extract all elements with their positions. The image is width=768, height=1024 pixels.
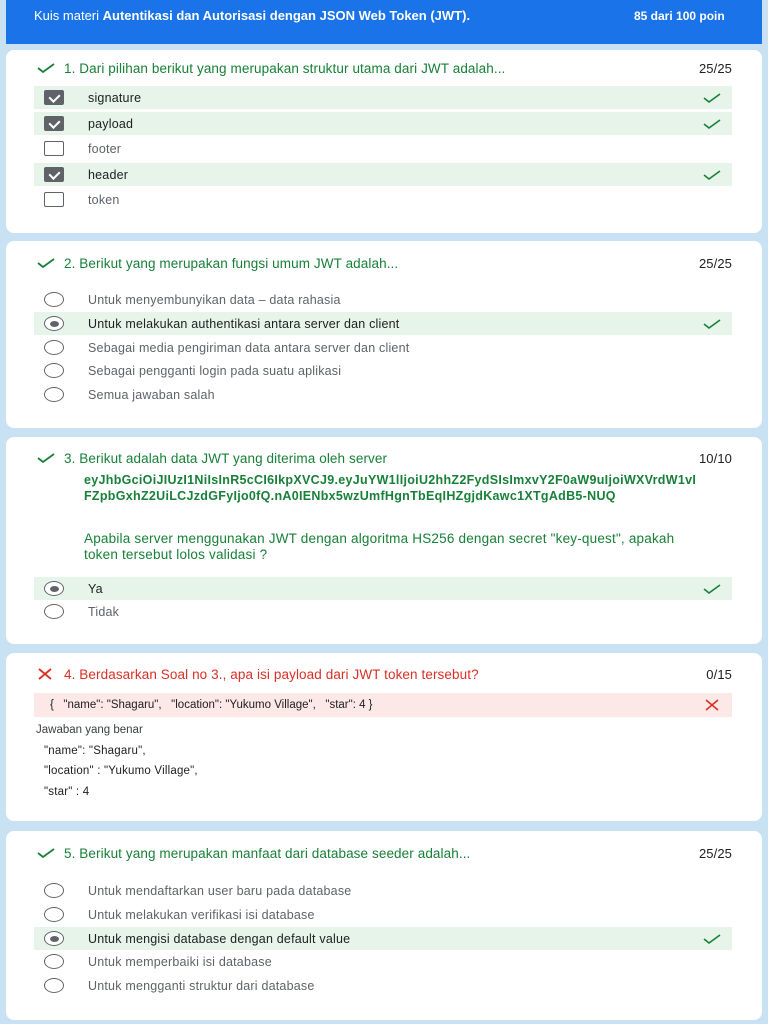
option-label: footer bbox=[88, 141, 122, 156]
question-card-1 bbox=[6, 50, 762, 233]
question-text: 4. Berdasarkan Soal no 3., apa isi payload dari JWT token tersebut? bbox=[64, 666, 479, 682]
option-2[interactable] bbox=[34, 903, 732, 926]
option-label: Untuk memperbaiki isi database bbox=[88, 954, 272, 969]
question-header bbox=[36, 664, 732, 684]
check-icon bbox=[692, 583, 732, 595]
check-icon bbox=[36, 451, 64, 465]
question-text: 2. Berikut yang merupakan fungsi umum JWT adalah... bbox=[64, 255, 399, 271]
option-3[interactable] bbox=[34, 927, 732, 950]
question-card-2 bbox=[6, 241, 762, 428]
option-label: Untuk mengisi database dengan default value bbox=[88, 931, 351, 946]
radio[interactable] bbox=[44, 931, 64, 946]
option-label: token bbox=[88, 192, 120, 207]
option-label: Sebagai media pengiriman data antara server dan client bbox=[88, 340, 410, 355]
option-ya[interactable] bbox=[34, 577, 732, 600]
correct-answer-line: "name": "Shagaru", bbox=[44, 745, 146, 757]
checkbox[interactable] bbox=[44, 192, 64, 207]
option-footer[interactable] bbox=[34, 137, 732, 160]
checkbox[interactable] bbox=[44, 116, 64, 131]
option-4[interactable] bbox=[34, 359, 732, 382]
option-1[interactable] bbox=[34, 879, 732, 902]
check-icon bbox=[692, 92, 732, 104]
option-label: Untuk menyembunyikan data – data rahasia bbox=[88, 292, 341, 307]
x-icon bbox=[36, 667, 64, 681]
option-label: signature bbox=[88, 90, 142, 105]
question-points: 25/25 bbox=[698, 60, 732, 76]
question-header bbox=[36, 253, 732, 273]
question-points: 10/10 bbox=[698, 450, 732, 466]
option-label: Untuk melakukan verifikasi isi database bbox=[88, 907, 315, 922]
option-4[interactable] bbox=[34, 950, 732, 973]
option-label: header bbox=[88, 167, 129, 182]
question-header bbox=[36, 843, 732, 863]
check-icon bbox=[692, 118, 732, 130]
check-icon bbox=[692, 933, 732, 945]
option-label: payload bbox=[88, 116, 134, 131]
check-icon bbox=[692, 318, 732, 330]
radio[interactable] bbox=[44, 340, 64, 355]
radio[interactable] bbox=[44, 292, 64, 307]
checkbox[interactable] bbox=[44, 141, 64, 156]
radio[interactable] bbox=[44, 363, 64, 378]
question-points: 25/25 bbox=[698, 255, 732, 271]
check-icon bbox=[692, 169, 732, 181]
question-card-4 bbox=[6, 653, 762, 821]
question-header bbox=[36, 448, 732, 468]
checkbox[interactable] bbox=[44, 167, 64, 182]
option-label: Untuk mendaftarkan user baru pada database bbox=[88, 883, 352, 898]
option-token[interactable] bbox=[34, 188, 732, 211]
radio[interactable] bbox=[44, 581, 64, 596]
option-tidak[interactable] bbox=[34, 600, 732, 623]
option-label: Untuk mengganti struktur dari database bbox=[88, 978, 315, 993]
correct-answer-line: "star" : 4 bbox=[44, 786, 90, 798]
question-text: 3. Berikut adalah data JWT yang diterima oleh server bbox=[64, 450, 388, 466]
user-answer bbox=[34, 693, 732, 717]
quiz-header bbox=[6, 0, 762, 44]
quiz-title: Kuis materi Autentikasi dan Autorisasi dengan JSON Web Token (JWT). bbox=[34, 8, 471, 23]
check-icon bbox=[36, 61, 64, 75]
radio[interactable] bbox=[44, 387, 64, 402]
question-card-3 bbox=[6, 437, 762, 644]
check-icon bbox=[36, 846, 64, 860]
correct-answer-line: "location" : "Yukumo Village", bbox=[44, 765, 198, 777]
question-header bbox=[36, 58, 732, 78]
radio[interactable] bbox=[44, 604, 64, 619]
answer-text: { "name": "Shagaru", "location": "Yukumo Village", "star": 4 } bbox=[50, 699, 373, 711]
radio[interactable] bbox=[44, 954, 64, 969]
option-label: Untuk melakukan authentikasi antara server dan client bbox=[88, 316, 400, 331]
question-text: 5. Berikut yang merupakan manfaat dari database seeder adalah... bbox=[64, 845, 471, 861]
option-label: Sebagai pengganti login pada suatu aplikasi bbox=[88, 363, 342, 378]
option-label: Tidak bbox=[88, 604, 120, 619]
radio[interactable] bbox=[44, 907, 64, 922]
question-points: 25/25 bbox=[698, 845, 732, 861]
radio[interactable] bbox=[44, 316, 64, 331]
quiz-score: 85 dari 100 poin bbox=[634, 9, 725, 23]
option-signature[interactable] bbox=[34, 86, 732, 109]
option-5[interactable] bbox=[34, 974, 732, 997]
option-1[interactable] bbox=[34, 288, 732, 311]
option-header[interactable] bbox=[34, 163, 732, 186]
question-text: 1. Dari pilihan berikut yang merupakan struktur utama dari JWT adalah... bbox=[64, 60, 506, 76]
question-subtext: Apabila server menggunakan JWT dengan algoritma HS256 dengan secret "key-quest", apakah token tersebut lolos validasi ? bbox=[84, 531, 675, 562]
check-icon bbox=[36, 256, 64, 270]
x-icon bbox=[692, 699, 732, 711]
radio[interactable] bbox=[44, 978, 64, 993]
option-payload[interactable] bbox=[34, 112, 732, 135]
option-3[interactable] bbox=[34, 336, 732, 359]
correct-answer-title: Jawaban yang benar bbox=[36, 724, 143, 736]
question-points: 0/15 bbox=[706, 666, 732, 682]
option-label: Ya bbox=[88, 581, 103, 596]
option-5[interactable] bbox=[34, 383, 732, 406]
jwt-token: eyJhbGciOiJIUzI1NiIsInR5cCI6IkpXVCJ9.eyJuYW1lIjoiU2hhZ2FydSIsImxvY2F0aW9uIjoiWXVrdW1vIFZpbGxhZ2UiLCJzdGFyIjo0fQ.nA0IENbx5wzUmfHgnTbEqIHZgjdKawc1XTgAdB5-NUQ bbox=[84, 473, 697, 503]
option-2[interactable] bbox=[34, 312, 732, 335]
question-card-5 bbox=[6, 831, 762, 1020]
radio[interactable] bbox=[44, 883, 64, 898]
option-label: Semua jawaban salah bbox=[88, 387, 215, 402]
checkbox[interactable] bbox=[44, 90, 64, 105]
